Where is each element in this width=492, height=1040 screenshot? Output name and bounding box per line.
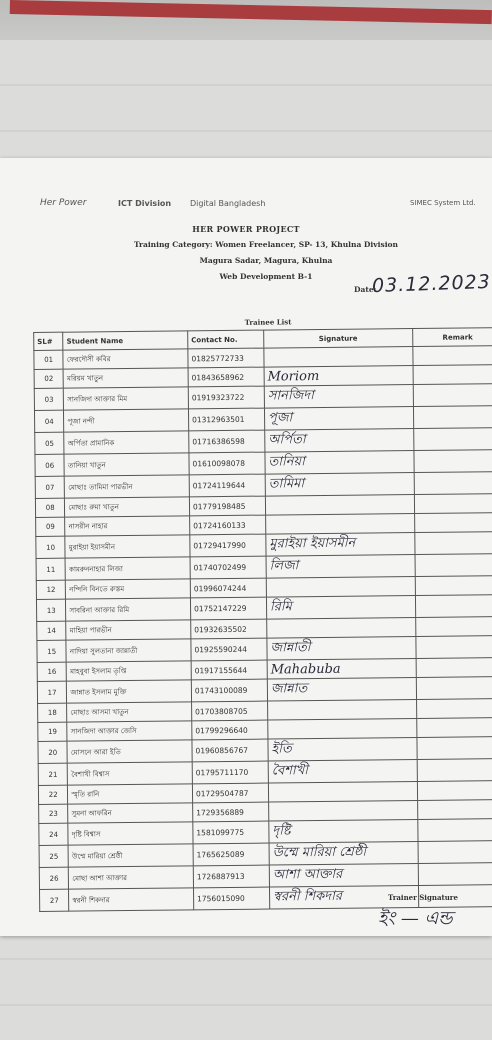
cell-contact: 01925590244	[191, 638, 267, 661]
cell-signature: Mahabuba	[267, 659, 416, 680]
cell-remark	[418, 819, 492, 842]
cell-sl: 08	[35, 498, 65, 517]
cell-signature: জান্নাত	[267, 678, 416, 702]
cell-signature	[267, 618, 416, 639]
cell-sl: 12	[36, 580, 66, 599]
batch-name: Web Development B-1	[219, 272, 313, 281]
training-category: Training Category: Women Freelancer, SP- 13, Khulna Division	[133, 240, 399, 249]
cell-name: মুরাইয়া ইয়াসমীন	[65, 535, 190, 558]
cell-remark	[413, 365, 492, 385]
cell-name: স্বরনী শিকদার	[69, 888, 194, 911]
cell-sl: 24	[39, 823, 69, 845]
trainer-signature-label: Trainer Signature	[388, 893, 458, 902]
cell-remark	[416, 617, 492, 637]
cell-contact: 01724119644	[189, 474, 265, 497]
cell-remark	[414, 428, 492, 451]
location: Magura Sadar, Magura, Khulna	[199, 256, 333, 265]
cell-sl: 07	[35, 476, 65, 498]
cell-name: বৈশাখী বিশ্বাস	[68, 762, 193, 785]
cell-signature	[268, 782, 417, 803]
cell-signature: বৈশাখী	[268, 760, 417, 784]
cell-sl: 27	[40, 889, 70, 911]
cell-contact: 1726887913	[193, 865, 269, 888]
cell-signature	[267, 700, 416, 721]
column-header-name: Student Name	[63, 331, 188, 350]
cell-remark	[413, 406, 492, 429]
cell-remark	[416, 636, 492, 659]
cell-remark	[417, 737, 492, 760]
cell-sl: 16	[37, 662, 67, 681]
cell-remark	[417, 781, 492, 801]
cell-contact: 01703808705	[192, 701, 268, 721]
cell-name: মোছাঃ আসমা খাতুন	[67, 702, 192, 722]
cell-contact: 01752147229	[190, 597, 266, 620]
cell-name: সাবরিনা আক্তার রিমি	[66, 598, 191, 621]
cell-name: মোছা আশা আক্তার	[69, 866, 194, 889]
cell-remark	[415, 576, 492, 596]
cell-sl: 22	[38, 785, 68, 804]
cell-sl: 05	[35, 432, 65, 454]
digital-bangladesh-logo: Digital Bangladesh	[190, 199, 266, 208]
cell-name: মাহবুবা ইসলাম তৃপ্তি	[67, 661, 192, 681]
cell-remark	[416, 699, 492, 719]
cell-contact: 01799296640	[192, 720, 268, 740]
cell-name: ফেরদৌসী কবির	[63, 349, 188, 369]
cell-name: মাহিয়া পারভীন	[66, 620, 191, 640]
cell-signature: তানিয়া	[265, 451, 414, 475]
date-label: Date:	[354, 285, 377, 294]
cell-name: মোসনে আরা ইতি	[67, 740, 192, 763]
ict-division-logo: ICT Division	[118, 199, 172, 208]
cell-contact: 01724160133	[190, 515, 266, 535]
cell-sl: 17	[37, 681, 67, 703]
cell-sl: 11	[36, 558, 66, 580]
cell-sl: 02	[34, 369, 64, 388]
cell-sl: 18	[38, 703, 68, 722]
cell-name: সানজিদা আক্তার জেসি	[67, 721, 192, 741]
cell-sl: 25	[39, 845, 69, 867]
cell-contact: 01779198485	[189, 496, 265, 516]
cell-name: অর্পিতা প্রামানিক	[64, 431, 189, 454]
cell-name: তানিয়া খাতুন	[64, 453, 189, 476]
cell-contact: 01729504787	[192, 783, 268, 803]
cell-name: সুমনা আফরিন	[68, 803, 193, 823]
cell-name: দৃষ্টি বিশ্বাস	[68, 822, 193, 845]
logo-strip	[40, 196, 492, 216]
cell-sl: 19	[38, 722, 68, 741]
cell-signature	[264, 347, 413, 368]
cell-sl: 20	[38, 741, 68, 763]
cell-sl: 10	[36, 536, 66, 558]
cell-signature	[268, 719, 417, 740]
cell-signature: দৃষ্টি	[269, 819, 418, 843]
column-header-signature: Signature	[264, 329, 413, 349]
table-title: Trainee List	[33, 311, 492, 332]
cell-contact: 1765625089	[193, 843, 269, 866]
cell-sl: 26	[39, 867, 69, 889]
cell-signature: আশা আক্তার	[269, 863, 418, 887]
cell-contact: 01740702499	[190, 556, 266, 579]
cell-signature: ইতি	[268, 738, 417, 762]
cell-contact: 01743100089	[191, 679, 267, 702]
simec-logo: SIMEC System Ltd.	[410, 199, 476, 207]
cell-signature	[266, 514, 415, 535]
cell-signature	[265, 495, 414, 516]
cell-name: মোছাঃ তামিমা পারভীন	[65, 475, 190, 498]
cell-sl: 13	[36, 599, 66, 621]
cell-contact: 01729417990	[190, 534, 266, 557]
cell-signature: তামিমা	[265, 473, 414, 497]
cell-signature: জান্নাতী	[267, 637, 416, 661]
cell-remark	[414, 450, 492, 473]
cell-contact: 1729356889	[193, 802, 269, 822]
cell-remark	[415, 532, 492, 555]
cell-name: মরিয়ম খাতুন	[63, 368, 188, 388]
cell-name: নাসরীন নাহার	[65, 516, 190, 536]
cell-contact: 01932635502	[191, 619, 267, 639]
cell-remark	[416, 658, 492, 678]
cell-signature: লিজা	[266, 555, 415, 579]
cell-sl: 15	[37, 640, 67, 662]
cell-sl: 14	[37, 621, 67, 640]
cell-contact: 01716386598	[189, 430, 265, 453]
cell-remark	[417, 718, 492, 738]
cell-sl: 09	[36, 517, 66, 536]
cell-remark	[417, 759, 492, 782]
cell-signature: রিমি	[266, 596, 415, 620]
cell-sl: 01	[34, 350, 64, 369]
cell-remark	[417, 800, 492, 820]
cell-sl: 04	[34, 410, 64, 432]
project-title: HER POWER PROJECT	[192, 224, 300, 234]
cell-contact: 1756015090	[193, 887, 269, 910]
cell-remark	[416, 677, 492, 700]
cell-name: নন্দিনি বিনতে রুস্তম	[66, 579, 191, 599]
cell-signature: Moriom	[264, 366, 413, 387]
cell-name: মোছাঃ রুমা খাতুন	[65, 497, 190, 517]
column-header-sl: SL#	[34, 332, 64, 350]
cell-contact: 01795711170	[192, 761, 268, 784]
cell-signature: স্বরনী শিকদার	[269, 885, 418, 909]
cell-remark	[415, 554, 492, 577]
cell-remark	[415, 595, 492, 618]
cell-sl: 06	[35, 454, 65, 476]
cell-signature: উম্মে মারিয়া শ্রেষ্ঠী	[269, 841, 418, 865]
cell-name: কামরুননাহার লিজা	[65, 557, 190, 580]
cell-sl: 23	[39, 804, 69, 823]
column-header-remark: Remark	[412, 328, 492, 347]
cell-signature: সানজিদা	[264, 385, 413, 409]
cell-contact: 01312963501	[188, 408, 264, 431]
date-value: 03.12.2023	[371, 270, 492, 298]
cell-remark	[418, 841, 492, 864]
her-power-logo: Her Power	[40, 198, 87, 208]
trainer-signature: ইং — এন্ড	[378, 908, 453, 929]
cell-contact: 01843658962	[188, 367, 264, 387]
cell-contact: 01919323722	[188, 386, 264, 409]
column-header-contact: Contact No.	[188, 330, 264, 349]
cell-signature	[266, 577, 415, 598]
cell-signature: মুরাইয়া ইয়াসমীন	[266, 533, 415, 557]
cell-contact: 01610098078	[189, 452, 265, 475]
cell-remark	[418, 863, 492, 886]
cell-remark	[413, 384, 492, 407]
cell-signature: অর্পিতা	[265, 429, 414, 453]
cell-name: স্মৃতি রানি	[68, 784, 193, 804]
cell-name: সানজিদা আক্তার মিম	[64, 387, 189, 410]
cell-contact: 01960856767	[192, 739, 268, 762]
cell-name: জান্নাত ইসলাম মুক্তি	[67, 680, 192, 703]
cell-contact: 01917155644	[191, 660, 267, 680]
cell-remark	[414, 494, 492, 514]
trainee-table	[33, 311, 492, 912]
cell-remark	[413, 346, 492, 366]
cell-contact: 01996074244	[190, 578, 266, 598]
cell-sl: 03	[34, 388, 64, 410]
cell-contact: 01825772733	[188, 348, 264, 368]
cell-signature	[269, 801, 418, 822]
cell-name: উম্মে মারিয়া শ্রেষ্ঠী	[68, 844, 193, 867]
cell-contact: 1581099775	[193, 821, 269, 844]
cell-name: পূজা নন্দী	[64, 409, 189, 432]
cell-remark	[414, 513, 492, 533]
cell-sl: 21	[38, 763, 68, 785]
cell-signature: পূজা	[264, 407, 413, 431]
cell-remark	[414, 472, 492, 495]
cell-name: নাদিয়া সুলতানা জান্নাতী	[66, 639, 191, 662]
